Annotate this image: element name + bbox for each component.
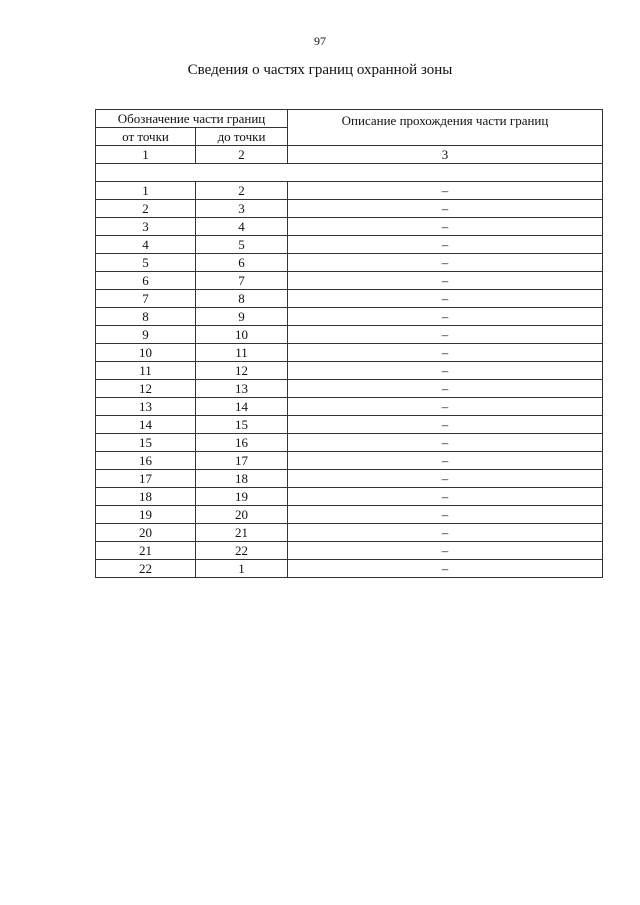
- table-row: [96, 236, 603, 254]
- cell-from-point: 7: [96, 290, 196, 308]
- cell-description: –: [288, 326, 603, 344]
- cell-to-point: 17: [196, 452, 288, 470]
- cell-description: –: [288, 218, 603, 236]
- column-number: 3: [288, 146, 603, 164]
- header-boundary-designation: Обозначение части границ: [96, 110, 288, 128]
- cell-to-point: 14: [196, 398, 288, 416]
- cell-to-point: 3: [196, 200, 288, 218]
- table-row: [96, 398, 603, 416]
- table-row: [96, 470, 603, 488]
- table-row: [96, 434, 603, 452]
- cell-from-point: 18: [96, 488, 196, 506]
- table-row: [96, 380, 603, 398]
- cell-description: –: [288, 344, 603, 362]
- cell-from-point: 14: [96, 416, 196, 434]
- cell-to-point: 19: [196, 488, 288, 506]
- cell-to-point: 2: [196, 182, 288, 200]
- table-row: [96, 506, 603, 524]
- cell-description: –: [288, 200, 603, 218]
- cell-to-point: 5: [196, 236, 288, 254]
- section-spacer-cell: [96, 164, 603, 182]
- cell-description: –: [288, 254, 603, 272]
- column-number: 2: [196, 146, 288, 164]
- cell-to-point: 21: [196, 524, 288, 542]
- table-row: [96, 452, 603, 470]
- table-row: [96, 290, 603, 308]
- table-row: [96, 416, 603, 434]
- cell-to-point: 12: [196, 362, 288, 380]
- header-to-point: до точки: [196, 128, 288, 146]
- cell-to-point: 11: [196, 344, 288, 362]
- cell-from-point: 21: [96, 542, 196, 560]
- header-from-point: от точки: [96, 128, 196, 146]
- cell-description: –: [288, 560, 603, 578]
- cell-from-point: 11: [96, 362, 196, 380]
- cell-from-point: 3: [96, 218, 196, 236]
- cell-to-point: 20: [196, 506, 288, 524]
- cell-description: –: [288, 452, 603, 470]
- cell-description: –: [288, 308, 603, 326]
- table-row: [96, 326, 603, 344]
- cell-from-point: 9: [96, 326, 196, 344]
- table-row: [96, 344, 603, 362]
- cell-from-point: 17: [96, 470, 196, 488]
- boundary-parts-table: [95, 109, 603, 578]
- cell-description: –: [288, 398, 603, 416]
- cell-from-point: 4: [96, 236, 196, 254]
- cell-from-point: 16: [96, 452, 196, 470]
- cell-description: –: [288, 470, 603, 488]
- cell-description: –: [288, 434, 603, 452]
- cell-description: –: [288, 272, 603, 290]
- table-row: [96, 560, 603, 578]
- page-title: Сведения о частях границ охранной зоны: [187, 62, 453, 78]
- cell-from-point: 15: [96, 434, 196, 452]
- table-row: [96, 254, 603, 272]
- cell-to-point: 22: [196, 542, 288, 560]
- cell-from-point: 2: [96, 200, 196, 218]
- cell-to-point: 13: [196, 380, 288, 398]
- cell-description: –: [288, 506, 603, 524]
- section-spacer-row: [96, 164, 603, 182]
- column-number: 1: [96, 146, 196, 164]
- cell-description: –: [288, 416, 603, 434]
- cell-from-point: 19: [96, 506, 196, 524]
- table-row: [96, 524, 603, 542]
- cell-description: –: [288, 542, 603, 560]
- cell-description: –: [288, 362, 603, 380]
- cell-from-point: 22: [96, 560, 196, 578]
- table-body: [96, 110, 603, 578]
- table-row: [96, 200, 603, 218]
- cell-from-point: 10: [96, 344, 196, 362]
- cell-to-point: 10: [196, 326, 288, 344]
- cell-from-point: 6: [96, 272, 196, 290]
- cell-description: –: [288, 182, 603, 200]
- header-description: Описание прохождения части границ: [288, 110, 603, 146]
- table-row: [96, 308, 603, 326]
- cell-description: –: [288, 380, 603, 398]
- page-number: 97: [314, 34, 326, 48]
- cell-from-point: 13: [96, 398, 196, 416]
- cell-description: –: [288, 290, 603, 308]
- cell-description: –: [288, 524, 603, 542]
- cell-description: –: [288, 236, 603, 254]
- column-numbering-row: [96, 146, 603, 164]
- table-row: [96, 272, 603, 290]
- cell-from-point: 12: [96, 380, 196, 398]
- table-header-row: [96, 110, 603, 128]
- table-row: [96, 542, 603, 560]
- cell-from-point: 1: [96, 182, 196, 200]
- cell-to-point: 7: [196, 272, 288, 290]
- cell-from-point: 8: [96, 308, 196, 326]
- cell-from-point: 20: [96, 524, 196, 542]
- cell-to-point: 16: [196, 434, 288, 452]
- cell-description: –: [288, 488, 603, 506]
- cell-to-point: 18: [196, 470, 288, 488]
- cell-to-point: 6: [196, 254, 288, 272]
- table-row: [96, 488, 603, 506]
- table-row: [96, 182, 603, 200]
- cell-to-point: 9: [196, 308, 288, 326]
- cell-to-point: 4: [196, 218, 288, 236]
- cell-from-point: 5: [96, 254, 196, 272]
- cell-to-point: 1: [196, 560, 288, 578]
- cell-to-point: 15: [196, 416, 288, 434]
- table-row: [96, 218, 603, 236]
- cell-to-point: 8: [196, 290, 288, 308]
- table-row: [96, 362, 603, 380]
